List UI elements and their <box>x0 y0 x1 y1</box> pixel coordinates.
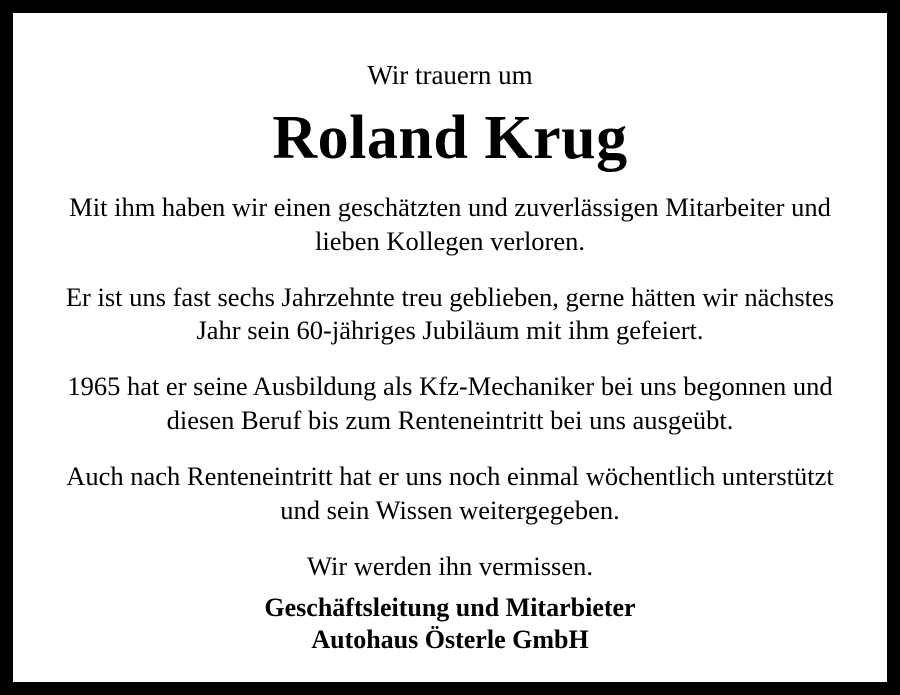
tribute-paragraph-1: Mit ihm haben wir einen geschätzten und zuverlässigen Mitarbeiter und lieben Kollegen verloren. <box>69 191 831 256</box>
signature-block <box>264 592 635 657</box>
tribute-paragraph-3: 1965 hat er seine Ausbildung als Kfz-Mechaniker bei uns begonnen und diesen Beruf bis zum Renteneintritt bei uns ausgeübt. <box>67 371 833 436</box>
signature-line-1: Geschäftsleitung und Mitarbieter <box>264 592 636 622</box>
deceased-name: Roland Krug <box>272 104 628 173</box>
intro-line: Wir trauern um <box>367 60 533 90</box>
tribute-paragraph-2: Er ist uns fast sechs Jahrzehnte treu geblieben, gerne hätten wir nächstes Jahr sein 60-jähriges Jubiläum mit ihm gefeiert. <box>65 281 835 346</box>
tribute-paragraph-5: Wir werden ihn vermissen. <box>307 550 593 581</box>
tribute-paragraph-4: Auch nach Renteneintritt hat er uns noch einmal wöchentlich unterstützt und sein Wissen weitergegeben. <box>66 461 834 526</box>
signature-line-2: Autohaus Österle GmbH <box>311 625 589 655</box>
